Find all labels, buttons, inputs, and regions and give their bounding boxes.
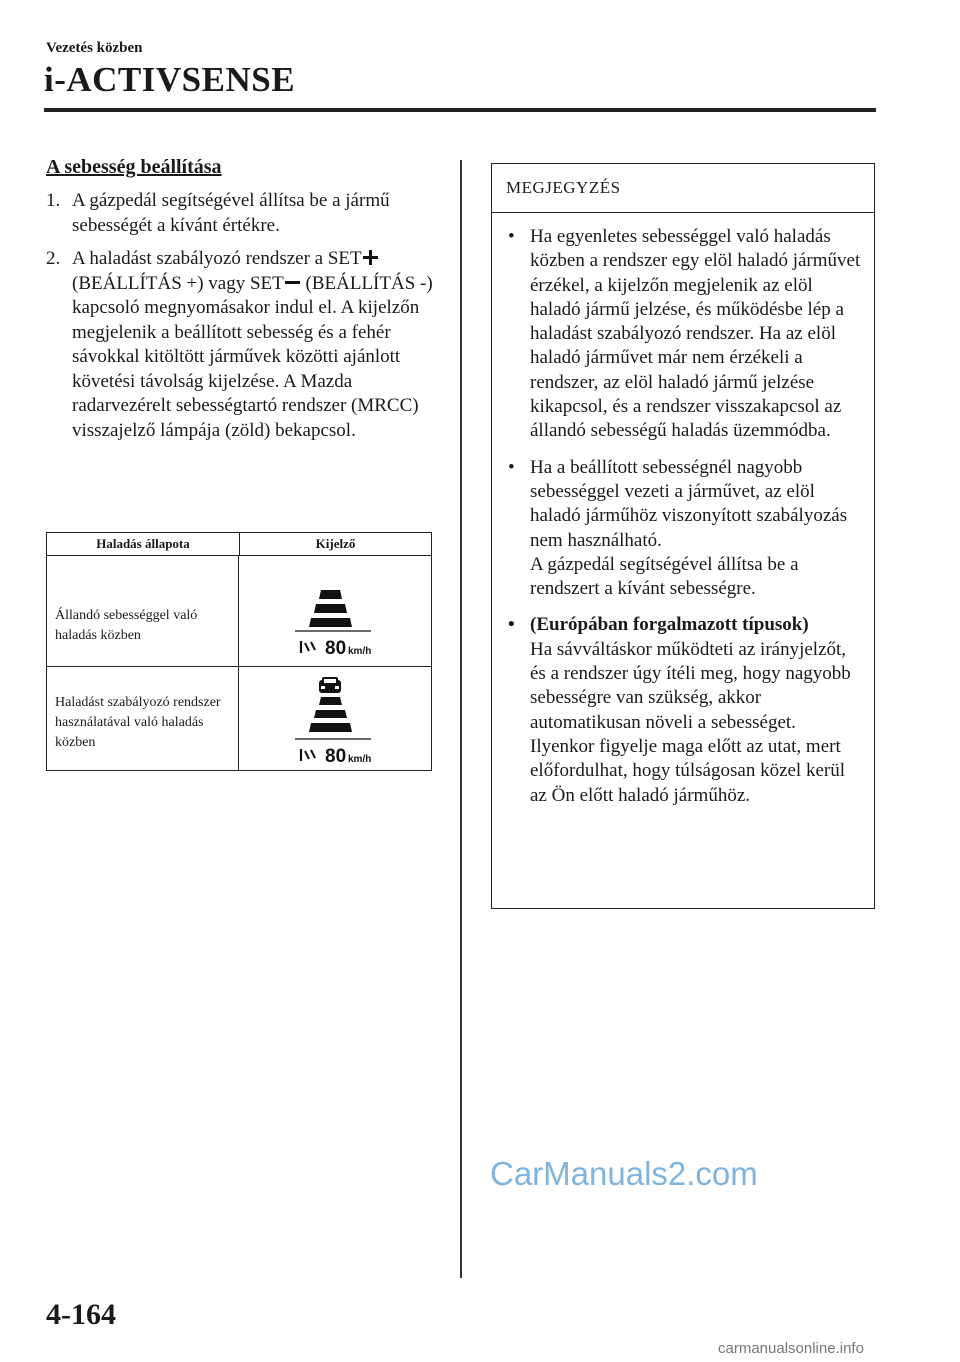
- distance-bar: [309, 723, 352, 732]
- column-divider: [460, 160, 462, 1278]
- note-bold-heading: (Európában forgalmazott típusok): [530, 614, 809, 636]
- step-text-b: (BEÁLLÍTÁS +) vagy SET: [72, 272, 284, 294]
- footer-site-watermark: carmanualsonline.info: [718, 1340, 864, 1357]
- bullet-icon: •: [508, 226, 515, 247]
- chapter-title: i-ACTIVSENSE: [44, 60, 296, 99]
- minus-icon: [285, 275, 300, 290]
- speed-unit: km/h: [348, 646, 372, 657]
- distance-bar: [314, 710, 347, 718]
- step-1: [46, 189, 436, 238]
- display-cell: [239, 556, 431, 666]
- radar-icon: [301, 641, 315, 653]
- bullet-icon: •: [508, 614, 515, 636]
- note-box: [491, 163, 875, 909]
- display-cell: [239, 667, 431, 770]
- note-item: [492, 613, 874, 807]
- vehicle-icon: [319, 677, 341, 693]
- row-state-text: Haladást szabályozó rendszer használatával való haladás közben: [47, 667, 239, 770]
- section-label: Vezetés közben: [46, 40, 143, 56]
- table-row: [47, 667, 431, 770]
- header-rule: [44, 108, 876, 112]
- table-header: [47, 533, 431, 556]
- table-row: [47, 556, 431, 667]
- display-graphic: [239, 667, 430, 770]
- step-text-c: (BEÁLLÍTÁS -) kapcsoló megnyomásakor indul el. A kijelzőn megjelenik a beállított sebesség és a fehér sávokkal kitöltött járművek közötti ajánlott követési távolság kijelzése. A Mazda radarvezérelt sebességtartó rendszer (MRCC) visszajelző lámpája (zöld) bekapcsol.: [72, 272, 433, 441]
- step-number: 2.: [46, 248, 61, 269]
- watermark-logo: CarManuals2.com: [490, 1155, 758, 1192]
- distance-bar: [319, 697, 342, 705]
- note-item: [492, 456, 874, 602]
- note-text-continued: A gázpedál segítségével állítsa be a rendszert a kívánt sebességre.: [530, 553, 799, 600]
- note-item: [492, 225, 874, 444]
- distance-bar: [319, 590, 342, 599]
- status-table: [46, 532, 432, 771]
- radar-icon: [301, 749, 315, 761]
- distance-bar: [314, 604, 347, 613]
- row-state-text: Állandó sebességgel való haladás közben: [47, 556, 239, 666]
- step-text: A gázpedál segítségével állítsa be a jármű sebességét a kívánt értékre.: [72, 190, 390, 236]
- left-column: [46, 156, 436, 452]
- bullet-icon: •: [508, 456, 515, 478]
- note-text: Ha sávváltáskor működteti az irányjelzőt, és a rendszer úgy ítéli meg, hogy nagyobb sebességre van szükség, akkor automatikusan növeli a sebességet. Ilyenkor figyelje maga előtt az utat, mert előfordulhat, hogy túlságosan közel kerül az Ön előtt haladó járműhöz.: [530, 638, 851, 806]
- speed-unit: km/h: [348, 754, 372, 765]
- column-header-display: Kijelző: [315, 536, 356, 551]
- step-number: 1.: [46, 190, 61, 211]
- distance-bar: [309, 618, 352, 627]
- set-speed: 80: [325, 638, 347, 659]
- note-title: MEGJEGYZÉS: [492, 164, 874, 213]
- note-text: Ha a beállított sebességnél nagyobb sebességgel vezeti a járművet, az elöl haladó járműhöz viszonyított szabályozás nem használható.: [530, 456, 848, 551]
- step-2: [46, 247, 436, 443]
- column-header-state: Haladás állapota: [47, 533, 240, 555]
- note-text: Ha egyenletes sebességgel való haladás közben a rendszer egy elöl haladó járművet érzékel, a kijelzőn megjelenik az elöl haladó jármű jelzése, és működésbe lép a haladást szabályozó rendszer. Ha az elöl haladó járművet már nem érzékeli a rendszer, az elöl haladó jármű jelzése kikapcsol, és a rendszer visszakapcsol az állandó sebességű haladás üzemmódba.: [530, 226, 861, 442]
- set-speed: 80: [325, 746, 347, 767]
- page-number: 4-164: [46, 1298, 116, 1331]
- plus-icon: [363, 250, 378, 265]
- subheading: A sebesség beállítása: [46, 156, 222, 178]
- display-graphic: [239, 556, 430, 666]
- step-text-a: A haladást szabályozó rendszer a SET: [72, 248, 362, 269]
